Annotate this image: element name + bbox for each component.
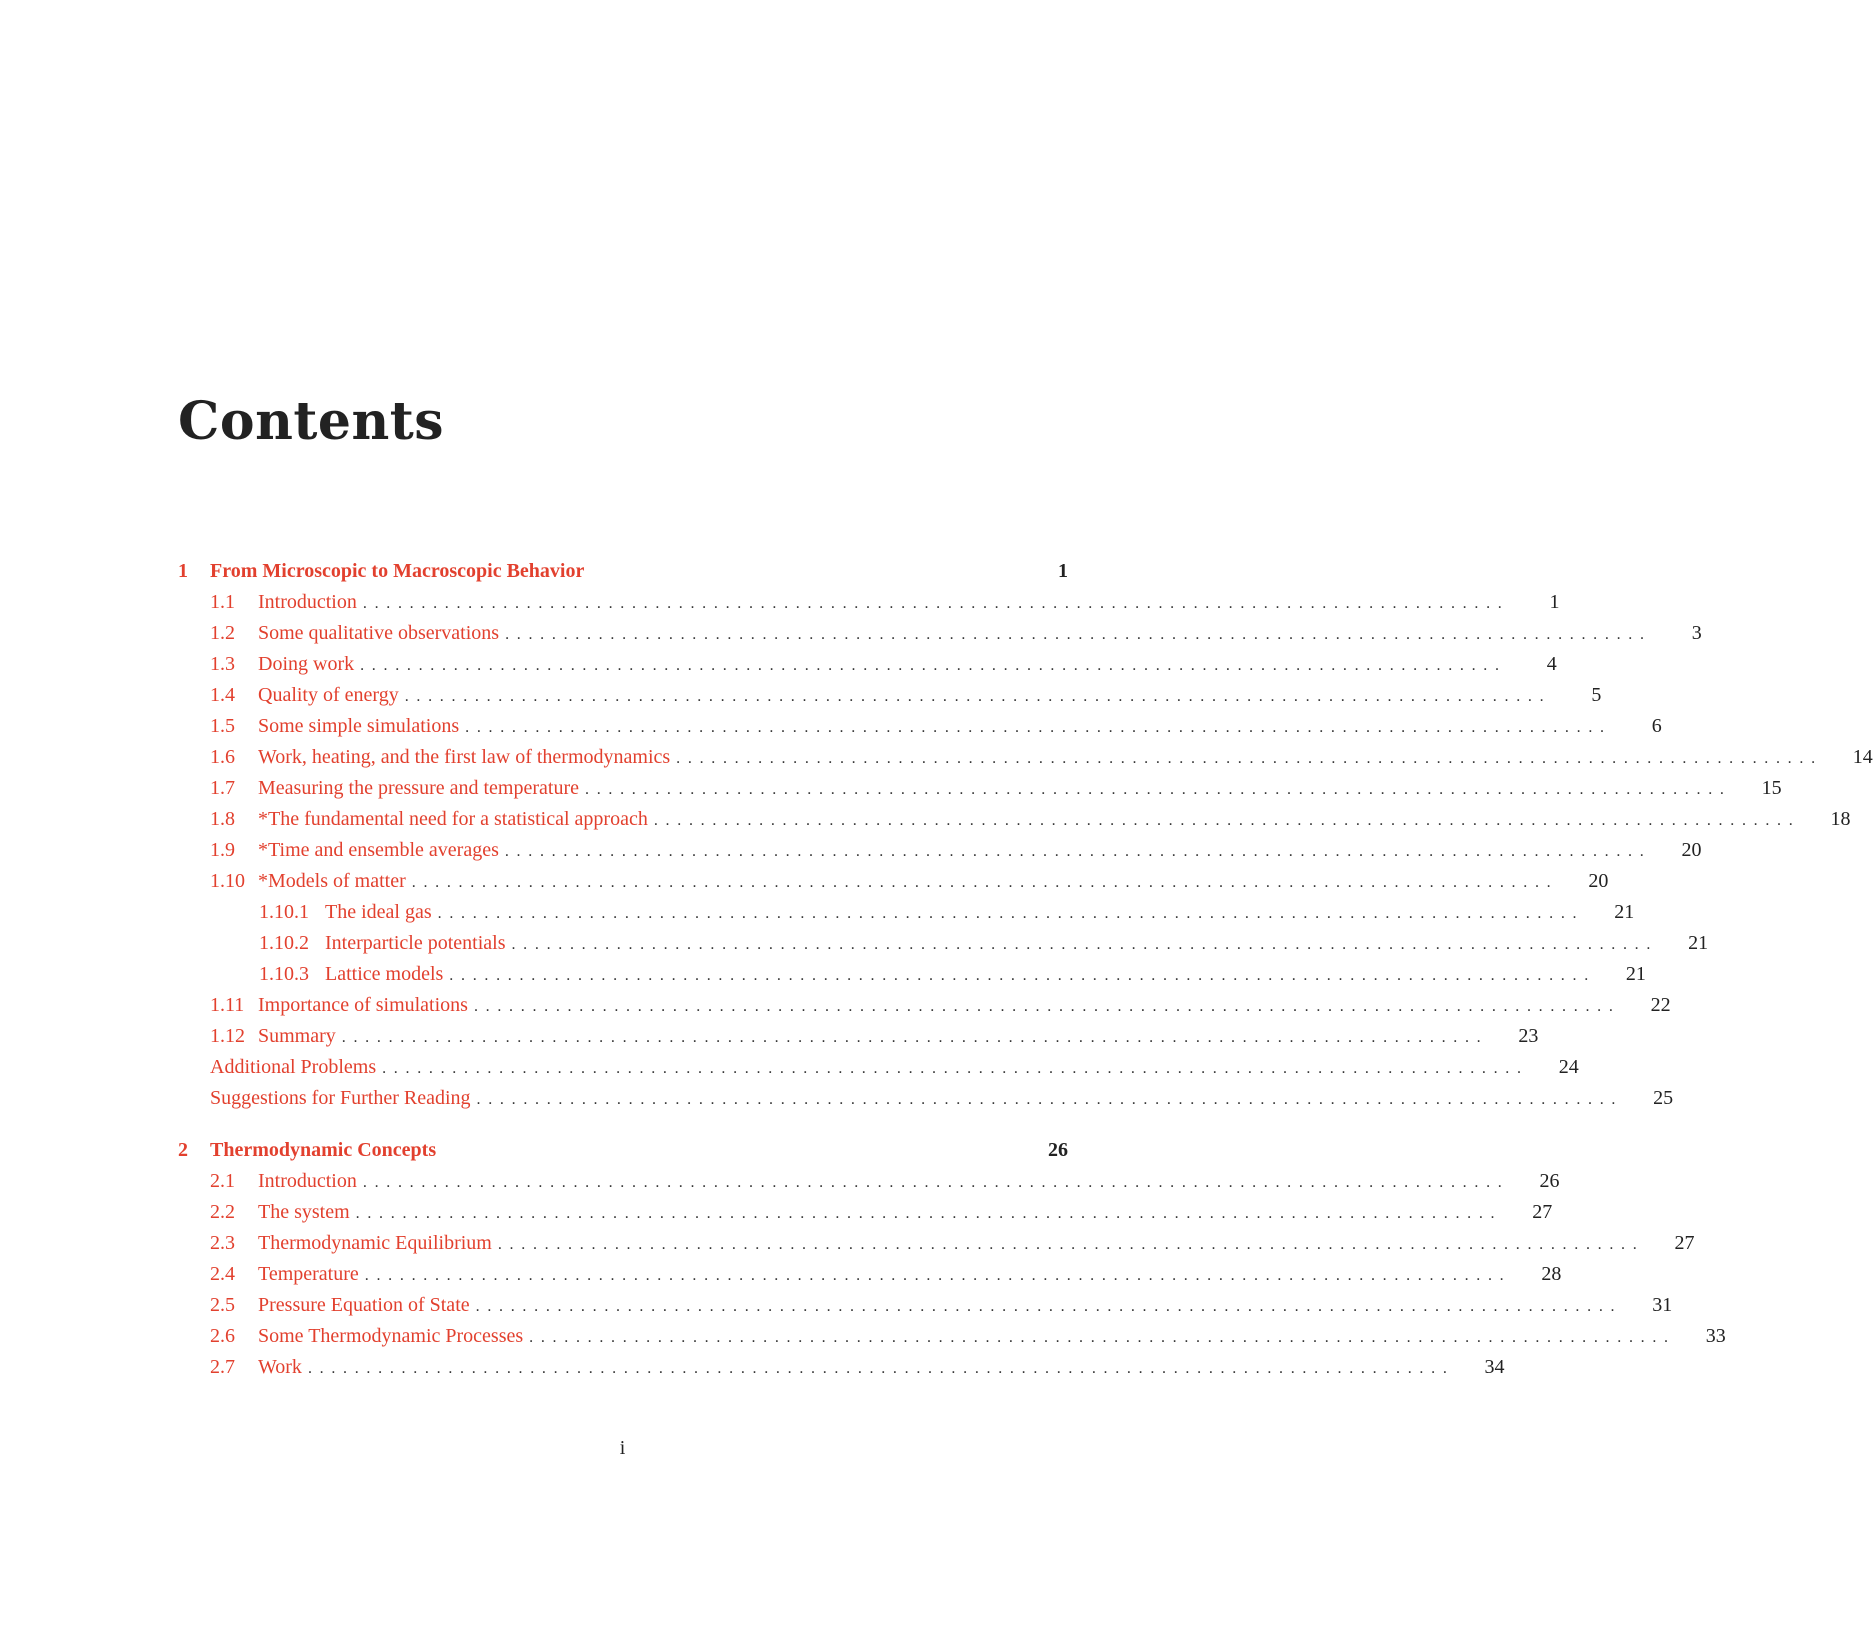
dot-leader: .................................................................................................. [362, 595, 1510, 612]
toc-entry-1-5[interactable] [178, 715, 1662, 747]
page-number: i [619, 1437, 626, 1459]
entry-number: 1.10 [210, 870, 245, 892]
dot-leader: .................................................................................................. [511, 936, 1659, 953]
entry-number: 1.10.2 [259, 932, 309, 954]
dot-leader: .................................................................................................. [505, 626, 1652, 643]
entry-title[interactable]: Pressure Equation of State [258, 1294, 470, 1316]
entry-title[interactable]: Work, heating, and the first law of thermodynamics [258, 746, 671, 768]
dot-leader: .................................................................................................. [449, 967, 1596, 984]
toc-entry-1-9[interactable] [178, 839, 1702, 871]
entry-page: 27 [1674, 1232, 1695, 1254]
entry-page: 33 [1705, 1325, 1726, 1347]
dot-leader: .................................................................................................. [465, 719, 1612, 736]
toc-entry-1-10-1[interactable] [178, 901, 1635, 933]
entry-page: 14 [1852, 746, 1873, 768]
chapter-number: 2 [178, 1139, 188, 1161]
chapter-number: 1 [178, 560, 188, 582]
entry-number: 1.10.1 [259, 901, 309, 923]
entry-title[interactable]: Doing work [258, 653, 355, 675]
entry-page: 27 [1532, 1201, 1553, 1223]
entry-title[interactable]: *Time and ensemble averages [258, 839, 499, 861]
entry-page: 26 [1539, 1170, 1560, 1192]
entry-title[interactable]: Introduction [258, 591, 357, 613]
entry-page: 20 [1681, 839, 1702, 861]
entry-number: 2.5 [210, 1294, 235, 1316]
entry-title[interactable]: Importance of simulations [258, 994, 468, 1016]
dot-leader: .................................................................................................. [504, 843, 1652, 860]
dot-leader: .................................................................................................. [473, 998, 1621, 1015]
dot-leader: .................................................................................................. [653, 812, 1801, 829]
entry-title[interactable]: Summary [258, 1025, 336, 1047]
entry-page: 34 [1484, 1356, 1505, 1378]
entry-title[interactable]: Thermodynamic Equilibrium [258, 1232, 492, 1254]
toc-entry-1-7[interactable] [178, 777, 1782, 809]
dot-leader: .................................................................................................. [476, 1091, 1624, 1108]
entry-number: 1.5 [210, 715, 235, 737]
entry-number: 2.4 [210, 1263, 235, 1285]
entry-page: 23 [1518, 1025, 1539, 1047]
entry-page: 21 [1625, 963, 1646, 985]
entry-title[interactable]: Some Thermodynamic Processes [258, 1325, 524, 1347]
chapter-page: 1 [1058, 560, 1068, 582]
entry-title[interactable]: *Models of matter [258, 870, 406, 892]
entry-title[interactable]: The ideal gas [325, 901, 432, 923]
toc-entry-1-4[interactable] [178, 684, 1602, 716]
entry-number: 1.10.3 [259, 963, 309, 985]
entry-page: 20 [1588, 870, 1609, 892]
page-title: Contents [178, 391, 445, 452]
entry-title[interactable]: Measuring the pressure and temperature [258, 777, 579, 799]
dot-leader: .................................................................................................. [382, 1060, 1529, 1077]
dot-leader: .................................................................................................. [364, 1267, 1512, 1284]
dot-leader: .................................................................................................. [404, 688, 1552, 705]
entry-page: 25 [1653, 1087, 1674, 1109]
entry-number: 1.4 [210, 684, 235, 706]
entry-number: 1.7 [210, 777, 235, 799]
toc-entry-1-10[interactable] [178, 870, 1609, 902]
entry-number: 2.3 [210, 1232, 235, 1254]
entry-page: 3 [1691, 622, 1702, 644]
toc-entry-2-2[interactable] [178, 1201, 1553, 1233]
entry-number: 1.1 [210, 591, 235, 613]
entry-page: 4 [1546, 653, 1557, 675]
dot-leader: .................................................................................................. [475, 1298, 1623, 1315]
entry-number: 1.9 [210, 839, 235, 861]
entry-page: 5 [1591, 684, 1602, 706]
entry-title[interactable]: Suggestions for Further Reading [210, 1087, 471, 1109]
dot-leader: .................................................................................................. [355, 1205, 1503, 1222]
entry-title[interactable]: Work [258, 1356, 302, 1378]
table-of-contents [178, 560, 1873, 1388]
entry-page: 24 [1558, 1056, 1579, 1078]
dot-leader: .................................................................................................. [437, 905, 1585, 922]
entry-page: 22 [1650, 994, 1671, 1016]
dot-leader: .................................................................................................. [676, 750, 1823, 767]
toc-entry-1-10-3[interactable] [178, 963, 1646, 995]
entry-number: 2.6 [210, 1325, 235, 1347]
toc-entry-1-10-2[interactable] [178, 932, 1709, 964]
chapter-title[interactable]: From Microscopic to Macroscopic Behavior [210, 560, 585, 582]
entry-title[interactable]: Interparticle potentials [325, 932, 506, 954]
entry-page: 18 [1830, 808, 1851, 830]
dot-leader: .................................................................................................. [529, 1329, 1676, 1346]
entry-title[interactable]: Additional Problems [210, 1056, 377, 1078]
entry-number: 1.8 [210, 808, 235, 830]
entry-title[interactable]: *The fundamental need for a statistical approach [258, 808, 648, 830]
toc-entry-2-7[interactable] [178, 1356, 1505, 1388]
entry-title[interactable]: Introduction [258, 1170, 357, 1192]
dot-leader: .................................................................................................. [411, 874, 1559, 891]
chapter-page: 26 [1048, 1139, 1068, 1161]
dot-leader: .................................................................................................. [585, 781, 1732, 798]
entry-title[interactable]: Some qualitative observations [258, 622, 500, 644]
chapter-title[interactable]: Thermodynamic Concepts [210, 1139, 437, 1161]
entry-number: 1.2 [210, 622, 235, 644]
toc-entry-1-1[interactable] [178, 591, 1560, 623]
entry-number: 2.7 [210, 1356, 235, 1378]
toc-entry-1-6[interactable] [178, 746, 1873, 778]
entry-number: 2.2 [210, 1201, 235, 1223]
entry-page: 21 [1614, 901, 1635, 923]
dot-leader: .................................................................................................. [307, 1360, 1455, 1377]
toc-entry-1-8[interactable] [178, 808, 1851, 840]
entry-page: 1 [1549, 591, 1560, 613]
toc-entry-2-3[interactable] [178, 1232, 1695, 1264]
toc-entry-1-11[interactable] [178, 994, 1671, 1026]
dot-leader: .................................................................................................. [360, 657, 1507, 674]
entry-page: 28 [1541, 1263, 1562, 1285]
toc-entry-2-5[interactable] [178, 1294, 1673, 1326]
entry-page: 15 [1761, 777, 1782, 799]
entry-page: 31 [1652, 1294, 1673, 1316]
entry-page: 21 [1688, 932, 1709, 954]
entry-title[interactable]: Temperature [258, 1263, 359, 1285]
entry-number: 1.6 [210, 746, 235, 768]
entry-number: 1.11 [210, 994, 245, 1016]
entry-title[interactable]: The system [258, 1201, 350, 1223]
toc-chapter-2[interactable] [178, 1140, 1068, 1171]
entry-number: 2.1 [210, 1170, 235, 1192]
toc-entry-further-reading[interactable] [178, 1087, 1674, 1119]
entry-title[interactable]: Lattice models [325, 963, 444, 985]
toc-entry-1-12[interactable] [178, 1025, 1539, 1057]
toc-entry-2-1[interactable] [178, 1170, 1560, 1202]
entry-page: 6 [1651, 715, 1662, 737]
toc-entry-1-3[interactable] [178, 653, 1557, 685]
toc-entry-2-6[interactable] [178, 1325, 1726, 1357]
toc-entry-2-4[interactable] [178, 1263, 1562, 1295]
entry-title[interactable]: Quality of energy [258, 684, 399, 706]
toc-entry-additional-problems[interactable] [178, 1056, 1579, 1088]
dot-leader: .................................................................................................. [497, 1236, 1645, 1253]
toc-chapter-1[interactable] [178, 561, 1068, 592]
entry-number: 1.12 [210, 1025, 245, 1047]
toc-entry-1-2[interactable] [178, 622, 1702, 654]
entry-title[interactable]: Some simple simulations [258, 715, 460, 737]
dot-leader: .................................................................................................. [362, 1174, 1510, 1191]
entry-number: 1.3 [210, 653, 235, 675]
dot-leader: .................................................................................................. [341, 1029, 1489, 1046]
